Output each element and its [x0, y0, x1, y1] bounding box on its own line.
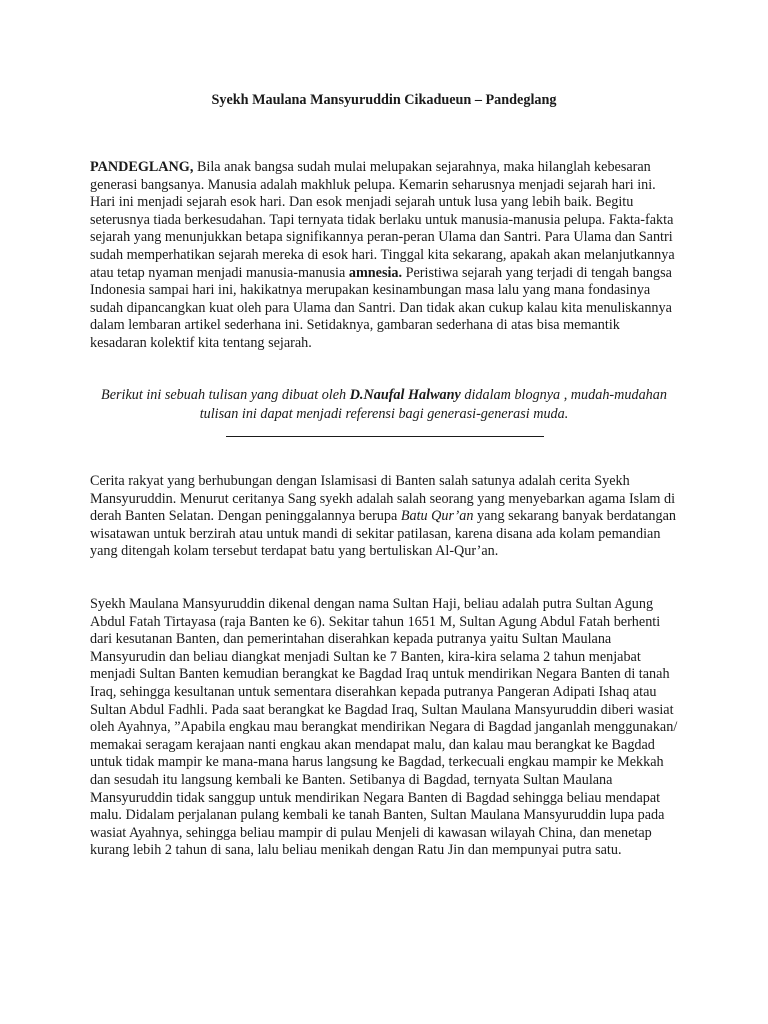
- folk-text-b: yang sekarang banyak berdatangan wisatawan untuk berzirah atau untuk mandi di sekitar patilasan, karena disana ada kolam pemandian yang ditengah kolam tersebut terdapat batu yang bertuliskan Al-Qur’an.: [90, 508, 676, 560]
- intro-bold-word: amnesia.: [348, 264, 403, 281]
- quote-text-b: didalam blognya , mudah-mudahan tulisan ini dapat menjadi referensi bagi generasi-generasi muda.: [199, 387, 667, 422]
- folk-italic: Batu Qur’an: [400, 508, 474, 525]
- quote-author: D.Naufal Halwany: [349, 387, 461, 403]
- quote-attribution: [90, 386, 678, 423]
- document-title: Syekh Maulana Mansyuruddin Cikadueun – Pandeglang: [211, 92, 557, 108]
- intro-text-b: Peristiwa sejarah yang terjadi di tengah bangsa Indonesia sampai hari ini, hakikatnya merupakan kesinambungan masa lalu yang mana fondasinya sudah dipancangkan kuat oleh para Ulama dan Santri. Dan tidak akan cukup kalau kita menuliskannya dalam lembaran artikel sederhana ini. Setidaknya, gambaran sederhana di atas bisa memantik kesadaran kolektif kita tentang sejarah.: [90, 264, 672, 351]
- intro-text-a: Bila anak bangsa sudah mulai melupakan sejarahnya, maka hilanglah kebesaran generasi bangsanya. Manusia adalah makhluk pelupa. Kemarin seharusnya menjadi sejarah hari ini. Hari ini menjadi sejarah esok hari. Dan esok menjadi sejarah untuk lusa yang lebih baik. Begitu seterusnya tiada berkesudahan. Tapi ternyata tidak berlaku untuk manusia-manusia pelupa. Fakta-fakta sejarah yang menunjukkan betapa signifikannya peran-peran Ulama dan Santri. Para Ulama dan Santri sudah memperhatikan sejarah mereka di esok hari. Tinggal kita sekarang, apakah akan melanjutkannya atau tetap nyaman menjadi manusia-manusia: [90, 159, 675, 281]
- quote-text-a: Berikut ini sebuah tulisan yang dibuat oleh: [101, 387, 350, 403]
- paragraph-intro: [90, 159, 680, 353]
- intro-lead-word: PANDEGLANG,: [90, 159, 194, 175]
- divider-line: [226, 436, 544, 437]
- paragraph-history: Syekh Maulana Mansyuruddin dikenal dengan nama Sultan Haji, beliau adalah putra Sultan Agung Abdul Fatah Tirtayasa (raja Banten ke 6). Sekitar tahun 1651 M, Sultan Agung Abdul Fatah berhenti dari kesutanan Banten, dan pemerintahan diserahkan kepada putranya yaitu Sultan Maulana Mansyurudin dan beliau diangkat menjadi Sultan ke 7 Banten, kira-kira selama 2 tahun menjabat menjadi Sultan Banten kemudian berangkat ke Bagdad Iraq untuk mendirikan Negara Banten di tanah Iraq, sehingga kesultanan untuk sementara diserahkan kepada putranya Pangeran Adipati Ishaq atau Sultan Abdul Fadhli. Pada saat berangkat ke Bagdad Iraq, Sultan Maulana Mansyuruddin diberi wasiat oleh Ayahnya, ”Apabila engkau mau berangkat mendirikan Negara di Bagdad janganlah menggunakan/ memakai seragam kerajaan nanti engkau akan mendapat malu, dan kalau mau berangkat ke Bagdad untuk tidak mampir ke mana-mana harus langsung ke Bagdad, terkecuali engkau mampir ke Mekkah dan sesudah itu langsung kembali ke Banten. Setibanya di Bagdad, ternyata Sultan Maulana Mansyuruddin tidak sanggup untuk mendirikan Negara Banten di Bagdad sehingga beliau mendapat malu. Didalam perjalanan pulang kembali ke tanah Banten, Sultan Maulana Mansyuruddin lupa pada wasiat Ayahnya, sehingga beliau mampir di pulau Menjeli di kawasan wilayah China, dan menetap kurang lebih 2 tahun di sana, lalu beliau menikah dengan Ratu Jin dan mempunyai putra satu.: [90, 596, 678, 859]
- folk-text-a: Cerita rakyat yang berhubungan dengan Islamisasi di Banten salah satunya adalah cerita Syekh Mansyuruddin. Menurut ceritanya Sang syekh adalah salah seorang yang menyebarkan agama Islam di derah Banten Selatan. Dengan peninggalannya berupa: [90, 473, 676, 525]
- paragraph-folk-story: [90, 473, 680, 561]
